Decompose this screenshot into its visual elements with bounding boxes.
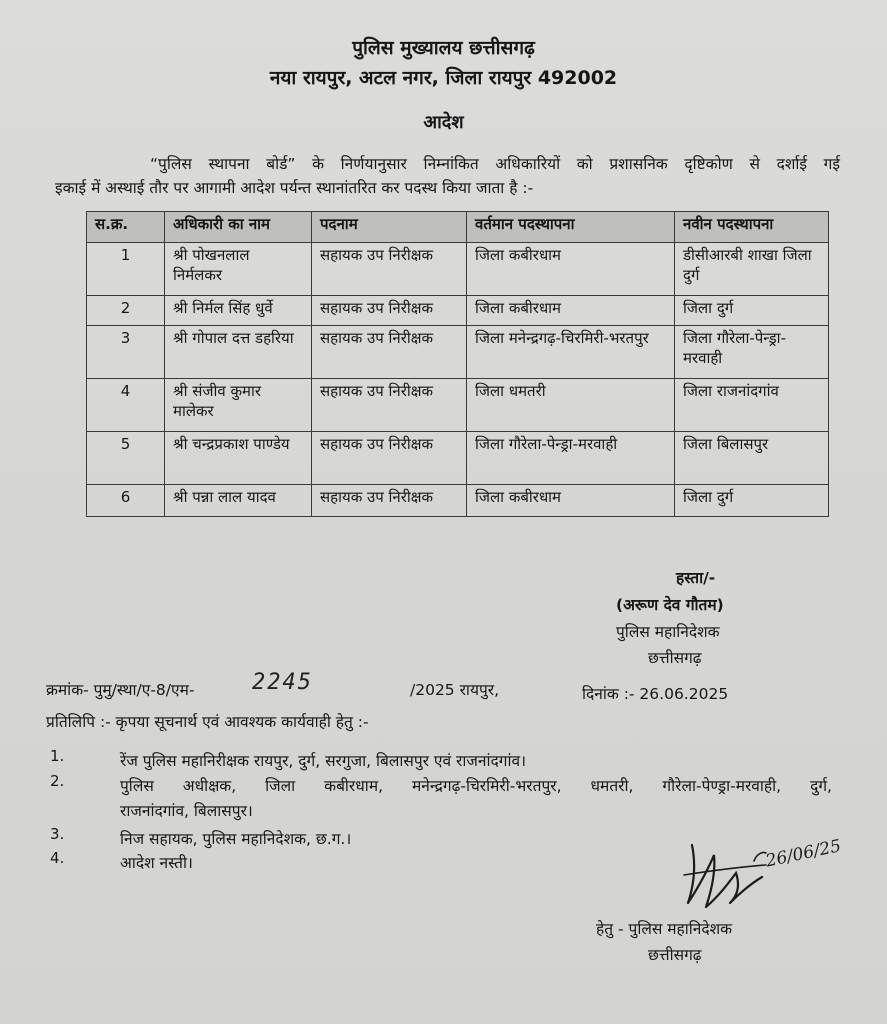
cell-serial: 6 <box>87 485 165 517</box>
cell-designation: सहायक उप निरीक्षक <box>312 432 467 485</box>
transfer-table <box>86 211 829 517</box>
cell-name: श्री चन्द्रप्रकाश पाण्डेय <box>165 432 312 485</box>
table-row <box>87 432 829 485</box>
table-row <box>87 296 829 326</box>
cell-designation: सहायक उप निरीक्षक <box>312 326 467 379</box>
cell-serial: 2 <box>87 296 165 326</box>
table-row <box>87 485 829 517</box>
footer-designation: हेतु - पुलिस महानिदेशक <box>596 920 733 938</box>
cell-serial: 1 <box>87 243 165 296</box>
cell-serial: 4 <box>87 379 165 432</box>
footer-state: छत्तीसगढ़ <box>648 946 702 964</box>
column-header-designation: पदनाम <box>312 212 467 243</box>
intro-line-2: इकाई में अस्थाई तौर पर आगामी आदेश पर्यन्त स्थानांतरित कर पदस्थ किया जाता है :- <box>55 179 534 197</box>
cell-name: श्री निर्मल सिंह धुर्वे <box>165 296 312 326</box>
copy-item-number: 1. <box>50 747 65 765</box>
table-row <box>87 379 829 432</box>
cell-name: श्री संजीव कुमार मालेकर <box>165 379 312 432</box>
column-header-serial: स.क्र. <box>87 212 165 243</box>
copy-item-text: आदेश नस्ती। <box>120 854 193 872</box>
address-line: नया रायपुर, अटल नगर, जिला रायपुर 492002 <box>269 67 618 89</box>
cell-new-posting: जिला दुर्ग <box>675 296 829 326</box>
column-header-new-posting: नवीन पदस्थापना <box>675 212 829 243</box>
reference-kramank: क्रमांक- पुमु/स्था/ए-8/एम- <box>46 681 195 699</box>
copy-intro: प्रतिलिपि :- कृपया सूचनार्थ एवं आवश्यक कार्यवाही हेतु :- <box>46 713 369 731</box>
signatory-name: (अरूण देव गौतम) <box>616 596 724 614</box>
table-header-row <box>87 212 829 243</box>
copy-item-text-continued: राजनांदगांव, बिलासपुर। <box>120 802 253 820</box>
cell-new-posting: जिला दुर्ग <box>675 485 829 517</box>
signatory-state: छत्तीसगढ़ <box>648 649 702 667</box>
cell-name: श्री पोखनलाल निर्मलकर <box>165 243 312 296</box>
copy-item-number: 4. <box>50 849 65 867</box>
table-row <box>87 326 829 379</box>
cell-new-posting: जिला राजनांदगांव <box>675 379 829 432</box>
cell-name: श्री पन्ना लाल यादव <box>165 485 312 517</box>
cell-name: श्री गोपाल दत्त डहरिया <box>165 326 312 379</box>
reference-year-place: /2025 रायपुर, <box>410 681 500 699</box>
signatory-designation: पुलिस महानिदेशक <box>616 623 720 641</box>
cell-new-posting: डीसीआरबी शाखा जिला दुर्ग <box>675 243 829 296</box>
table-row <box>87 243 829 296</box>
copy-item-text: रेंज पुलिस महानिरीक्षक रायपुर, दुर्ग, सरगुजा, बिलासपुर एवं राजनांदगांव। <box>120 752 526 770</box>
copy-item-number: 3. <box>50 825 65 843</box>
intro-line-1: “पुलिस स्थापना बोर्ड” के निर्णयानुसार निम्नांकित अधिकारियों को प्रशासनिक दृष्टिकोण से दर्शाई गई <box>150 155 840 173</box>
copy-item-text: पुलिस अधीक्षक, जिला कबीरधाम, मनेन्द्रगढ़-चिरमिरी-भरतपुर, धमतरी, गौरेला-पेण्ड्रा-मरवाही, दुर्ग, <box>120 777 832 795</box>
cell-serial: 5 <box>87 432 165 485</box>
cell-serial: 3 <box>87 326 165 379</box>
cell-new-posting: जिला बिलासपुर <box>675 432 829 485</box>
handwritten-date: 26/06/25 <box>764 836 843 872</box>
cell-designation: सहायक उप निरीक्षक <box>312 379 467 432</box>
cell-designation: सहायक उप निरीक्षक <box>312 243 467 296</box>
cell-current-posting: जिला कबीरधाम <box>467 243 675 296</box>
copy-item-number: 2. <box>50 772 65 790</box>
column-header-name: अधिकारी का नाम <box>165 212 312 243</box>
cell-current-posting: जिला कबीरधाम <box>467 485 675 517</box>
cell-designation: सहायक उप निरीक्षक <box>312 485 467 517</box>
cell-current-posting: जिला मनेन्द्रगढ़-चिरमिरी-भरतपुर <box>467 326 675 379</box>
cell-new-posting: जिला गौरेला-पेन्ड्रा-मरवाही <box>675 326 829 379</box>
cell-current-posting: जिला गौरेला-पेन्ड्रा-मरवाही <box>467 432 675 485</box>
copy-item-text: निज सहायक, पुलिस महानिदेशक, छ.ग.। <box>120 830 352 848</box>
reference-date: दिनांक :- 26.06.2025 <box>582 685 729 703</box>
cell-designation: सहायक उप निरीक्षक <box>312 296 467 326</box>
reference-number: 2245 <box>252 670 313 695</box>
cell-current-posting: जिला धमतरी <box>467 379 675 432</box>
signed-mark: हस्ता/- <box>676 569 716 587</box>
column-header-current-posting: वर्तमान पदस्थापना <box>467 212 675 243</box>
handwritten-signature <box>670 825 870 925</box>
order-heading: आदेश <box>423 112 464 133</box>
cell-current-posting: जिला कबीरधाम <box>467 296 675 326</box>
page-title: पुलिस मुख्यालय छत्तीसगढ़ <box>352 37 535 59</box>
